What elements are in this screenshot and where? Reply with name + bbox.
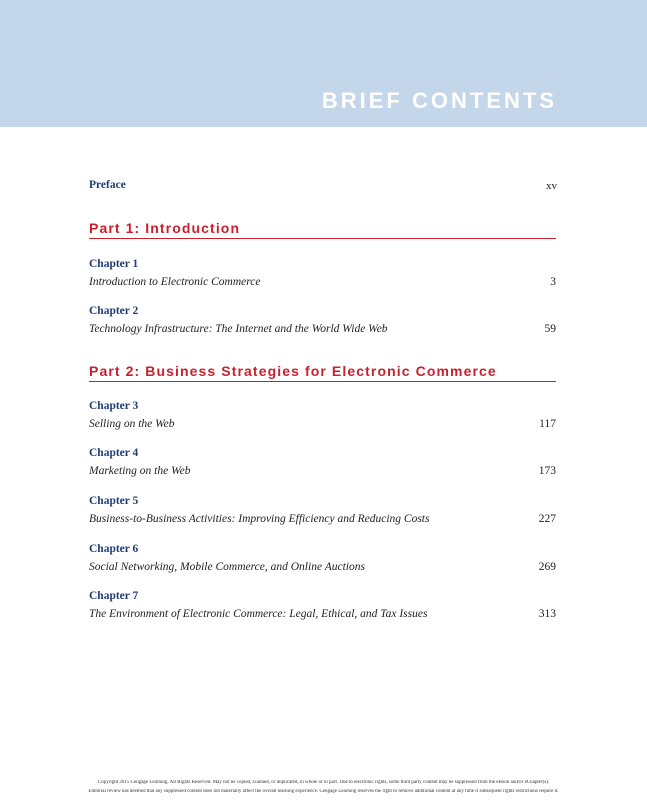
chapter-label: Chapter 6 bbox=[89, 543, 139, 555]
chapter-page-number: 3 bbox=[550, 276, 556, 288]
toc-entry-chapter[interactable] bbox=[89, 543, 556, 583]
toc-entry-chapter[interactable] bbox=[89, 305, 556, 345]
toc-entry-chapter[interactable] bbox=[89, 495, 556, 535]
chapter-page-number: 269 bbox=[538, 561, 556, 573]
chapter-title: Selling on the Web bbox=[89, 418, 175, 430]
chapter-title: Introduction to Electronic Commerce bbox=[89, 276, 261, 288]
page-title: BRIEF CONTENTS bbox=[321, 88, 557, 113]
chapter-label: Chapter 3 bbox=[89, 400, 139, 412]
chapter-page-number: 173 bbox=[538, 465, 556, 477]
toc-entry-chapter[interactable] bbox=[89, 400, 556, 440]
copyright-notice: Copyright 2015 Cengage Learning. All Rights Reserved. May not be copied, scanned, or duplicated, in whole or in part. Due to electronic rights, some third party content may be suppressed from the eBook and/or eChapter(s). bbox=[97, 780, 550, 785]
part-divider bbox=[89, 381, 556, 382]
chapter-title: Marketing on the Web bbox=[89, 465, 191, 477]
part-heading: Part 2: Business Strategies for Electronic Commerce bbox=[89, 363, 497, 379]
header-banner bbox=[0, 0, 647, 127]
chapter-title: Business-to-Business Activities: Improving Efficiency and Reducing Costs bbox=[89, 513, 430, 525]
chapter-page-number: 117 bbox=[539, 418, 556, 430]
preface-label: Preface bbox=[89, 179, 126, 191]
chapter-label: Chapter 2 bbox=[89, 305, 139, 317]
toc-entry-chapter[interactable] bbox=[89, 447, 556, 487]
chapter-title: The Environment of Electronic Commerce: Legal, Ethical, and Tax Issues bbox=[89, 608, 428, 620]
preface-page-number: xv bbox=[546, 180, 557, 192]
toc-entry-chapter[interactable] bbox=[89, 590, 556, 630]
chapter-label: Chapter 5 bbox=[89, 495, 139, 507]
chapter-page-number: 59 bbox=[544, 323, 556, 335]
toc-entry-preface[interactable] bbox=[89, 179, 557, 195]
chapter-title: Technology Infrastructure: The Internet and the World Wide Web bbox=[89, 323, 388, 335]
part-heading: Part 1: Introduction bbox=[89, 220, 241, 236]
chapter-label: Chapter 4 bbox=[89, 447, 139, 459]
toc-entry-chapter[interactable] bbox=[89, 258, 556, 298]
chapter-label: Chapter 1 bbox=[89, 258, 139, 270]
chapter-page-number: 313 bbox=[538, 608, 556, 620]
chapter-label: Chapter 7 bbox=[89, 590, 139, 602]
chapter-title: Social Networking, Mobile Commerce, and Online Auctions bbox=[89, 561, 365, 573]
part-divider bbox=[89, 238, 556, 239]
copyright-notice: Editorial review has deemed that any suppressed content does not materially affect the overall learning experience. Cengage Learning reserves the right to remove additional content at any time if subsequent rights restrictions require it. bbox=[88, 789, 559, 794]
chapter-page-number: 227 bbox=[538, 513, 556, 525]
